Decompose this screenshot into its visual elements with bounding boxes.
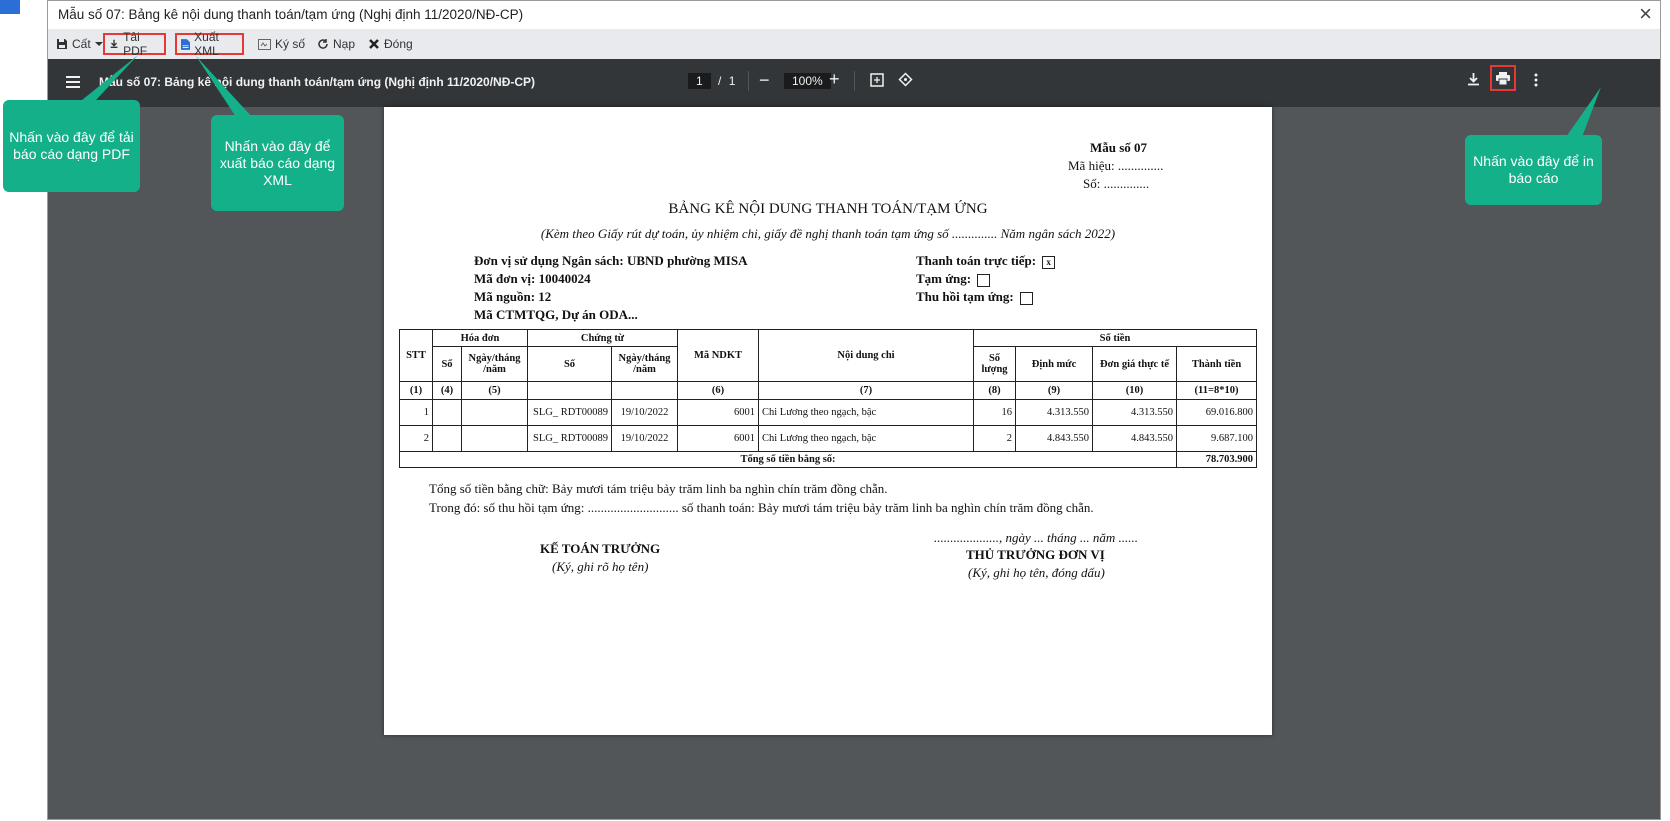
page-separator: / — [718, 74, 722, 88]
cell-thanh-tien: 9.687.100 — [1177, 426, 1257, 452]
n8: (8) — [974, 382, 1016, 400]
page-input[interactable]: 1 — [688, 73, 711, 89]
doc-subtitle: (Kèm theo Giấy rút dự toán, ủy nhiệm chi, giấy đề nghị thanh toán tạm ứng số .............. Năm ngân sách 2022) — [540, 226, 1116, 241]
n10: (10) — [1093, 382, 1177, 400]
cell-don-gia: 4.843.550 — [1093, 426, 1177, 452]
cell-noi-dung: Chi Lương theo ngạch, bậc — [759, 400, 974, 426]
download-pdf-label: Tải PDF — [123, 30, 148, 58]
cell-don-gia: 4.313.550 — [1093, 400, 1177, 426]
callout-print: Nhấn vào đây để in báo cáo — [1465, 135, 1602, 205]
ma-don-vi: Mã đơn vị: 10040024 — [474, 271, 591, 286]
col-so: Số — [433, 347, 462, 382]
n1: (1) — [400, 382, 433, 400]
cell-so-ct: SLG_ RDT00089 — [528, 400, 612, 426]
n7: (7) — [759, 382, 974, 400]
col-so-tien: Số tiền — [974, 330, 1257, 347]
col-so-luong: Số lượng — [974, 347, 1016, 382]
col-ngay: Ngày/tháng /năm — [462, 347, 528, 382]
doc-title: BẢNG KÊ NỘI DUNG THANH TOÁN/TẠM ỨNG — [668, 201, 988, 217]
cell-so-luong: 16 — [974, 400, 1016, 426]
n9: (9) — [1016, 382, 1093, 400]
thu-hoi-label: Thu hồi tạm ứng: — [916, 289, 1014, 304]
col-hoa-don: Hóa đơn — [433, 330, 528, 347]
thu-truong-sub: (Ký, ghi họ tên, đóng dấu) — [968, 565, 1105, 580]
cell-ngay-ct: 19/10/2022 — [612, 400, 678, 426]
ma-hieu: Mã hiệu: .............. — [1068, 158, 1164, 173]
page-total: 1 — [728, 74, 736, 88]
n6: (6) — [678, 382, 759, 400]
thanh-toan-checkbox: x — [1042, 256, 1055, 269]
col-dinh-muc: Định mức — [1016, 347, 1093, 382]
zoom-in-icon[interactable]: + — [829, 69, 840, 89]
sign-label: Ký số — [275, 37, 306, 51]
zoom-out-icon[interactable]: − — [759, 70, 770, 90]
n11: (11=8*10) — [1177, 382, 1257, 400]
window-title: Mẫu số 07: Bảng kê nội dung thanh toán/tạm ứng (Nghị định 11/2020/NĐ-CP) — [58, 7, 524, 22]
tong-bang-chu: Tổng số tiền bằng chữ: Bảy mươi tám triệu bảy trăm linh ba nghìn chín trăm đồng chẵn. — [429, 481, 888, 496]
cell-ma-ndkt: 6001 — [678, 400, 759, 426]
so-hieu: Số: .............. — [1083, 176, 1150, 191]
close-label: Đóng — [384, 37, 413, 51]
col-don-gia: Đơn giá thực tế — [1093, 347, 1177, 382]
cell-ngay-ct: 19/10/2022 — [612, 426, 678, 452]
callout-xml: Nhấn vào đây để xuất báo cáo dạng XML — [211, 115, 344, 211]
close-icon[interactable]: × — [1639, 1, 1652, 26]
trong-do: Trong đó: số thu hồi tạm ứng: ............................ số thanh toán: Bảy mươi tám triệu bảy trăm linh ba nghìn chín trăm đồng chẵn. — [429, 500, 1094, 515]
zoom-level[interactable]: 100% — [784, 73, 831, 89]
cell-dinh-muc: 4.843.550 — [1016, 426, 1093, 452]
total-label: Tổng số tiền bằng số: — [400, 452, 1177, 468]
col-so-ct: Số — [528, 347, 612, 382]
form-number: Mẫu số 07 — [1090, 140, 1148, 155]
col-ma-ndkt: Mã NDKT — [678, 330, 759, 382]
save-label: Cất — [72, 37, 91, 51]
n4: (4) — [433, 382, 462, 400]
don-vi: Đơn vị sử dụng Ngân sách: UBND phường MISA — [474, 253, 748, 268]
total-value: 78.703.900 — [1177, 452, 1257, 468]
cell-thanh-tien: 69.016.800 — [1177, 400, 1257, 426]
ke-toan-truong: KẾ TOÁN TRƯỞNG — [540, 541, 661, 556]
callout-pdf: Nhấn vào đây để tải báo cáo dạng PDF — [3, 100, 140, 192]
export-xml-label: Xuất XML — [194, 30, 219, 58]
cell-stt: 2 — [400, 426, 433, 452]
col-thanh-tien: Thành tiền — [1177, 347, 1257, 382]
ke-toan-sub: (Ký, ghi rõ họ tên) — [552, 559, 649, 574]
col-noi-dung: Nội dung chi — [759, 330, 974, 382]
cell-dinh-muc: 4.313.550 — [1016, 400, 1093, 426]
col-stt: STT — [400, 330, 433, 382]
ma-nguon: Mã nguồn: 12 — [474, 289, 552, 304]
thu-truong: THỦ TRƯỞNG ĐƠN VỊ — [966, 547, 1105, 562]
n5: (5) — [462, 382, 528, 400]
cell-so-luong: 2 — [974, 426, 1016, 452]
col-ngay-ct: Ngày/tháng /năm — [612, 347, 678, 382]
viewer-title: Mẫu số 07: Bảng kê nội dung thanh toán/tạm ứng (Nghị định 11/2020/NĐ-CP) — [99, 75, 536, 89]
tam-ung-label: Tạm ứng: — [916, 271, 972, 286]
thanh-toan-label: Thanh toán trực tiếp: — [916, 253, 1037, 268]
reload-label: Nạp — [333, 37, 356, 51]
cell-so-ct: SLG_ RDT00089 — [528, 426, 612, 452]
ma-ctmtqg: Mã CTMTQG, Dự án ODA... — [474, 307, 638, 322]
cell-noi-dung: Chi Lương theo ngạch, bậc — [759, 426, 974, 452]
col-chung-tu: Chứng từ — [528, 330, 678, 347]
ngay-ky: ...................., ngày ... tháng ... năm ...... — [934, 530, 1139, 545]
cell-ma-ndkt: 6001 — [678, 426, 759, 452]
cell-stt: 1 — [400, 400, 433, 426]
